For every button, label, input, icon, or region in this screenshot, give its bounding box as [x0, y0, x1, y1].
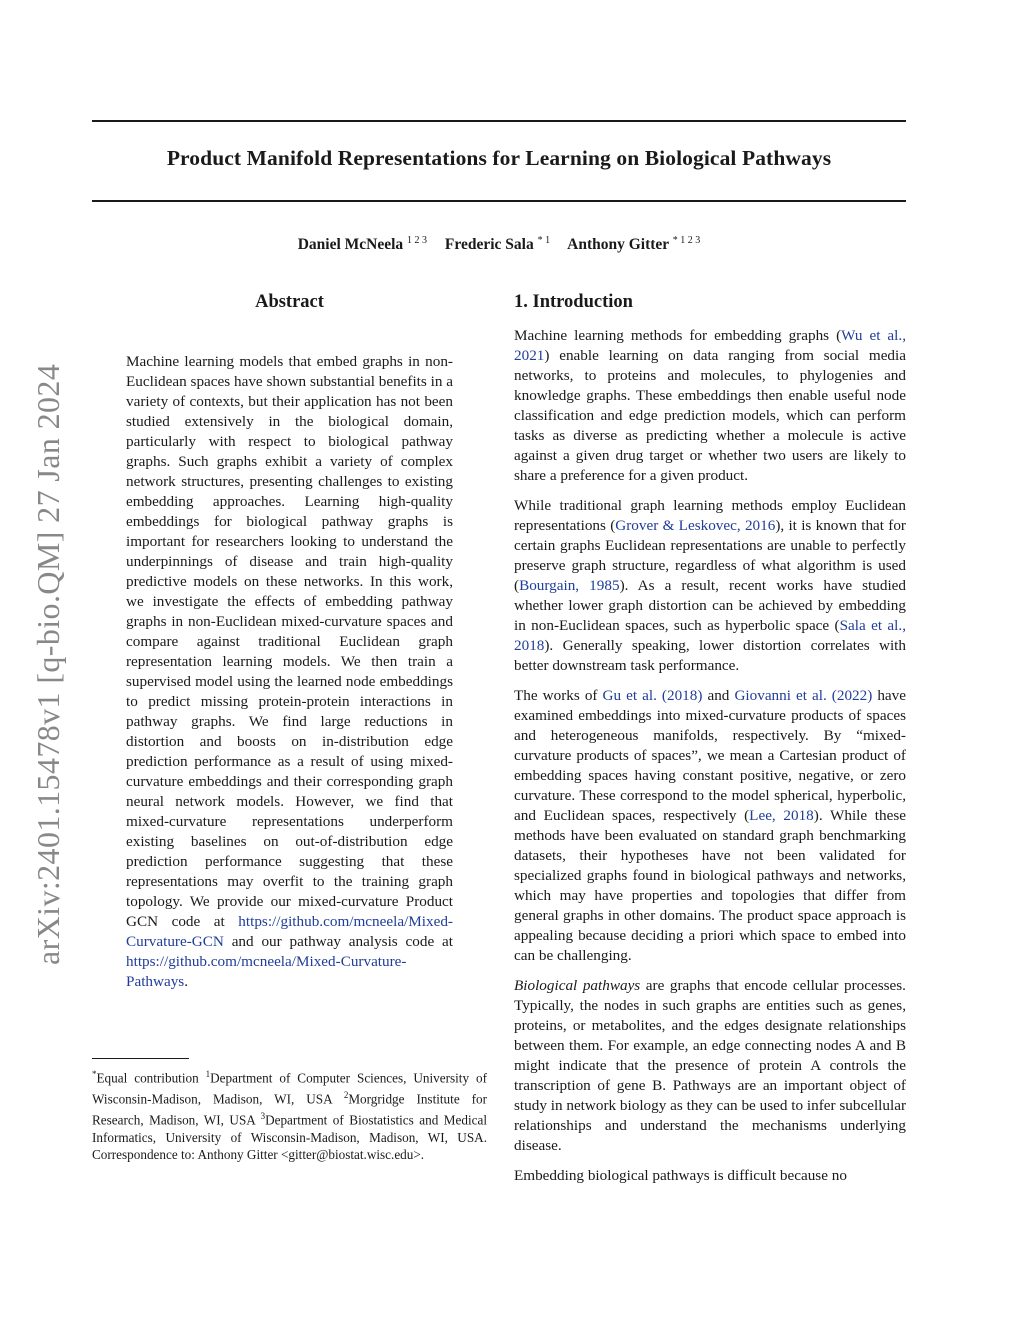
footnote-text: Department of Biostatistics and Medical Informatics, University of Wisconsin-Madison, Madison, WI, USA. Correspondence to: Anthony Gitter <gitter@biostat.wisc.edu>.: [92, 1112, 487, 1163]
text-run: ), it is known that for certain graphs Euclidean representations are unable to perfectly preserve graph structure, regardless of what algorithm is used (: [514, 517, 906, 594]
intro-paragraph: [514, 326, 906, 486]
footnote-rule: [92, 1058, 189, 1059]
footnote-mark: 3: [260, 1110, 266, 1121]
footnote-mark: 1: [205, 1069, 211, 1079]
abstract-text: Machine learning models that embed graphs in non-Euclidean spaces have shown substantial benefits in a variety of contexts, but their application has not been studied extensively in the biological domain, particularly with respect to biological pathway graphs. Such graphs exhibit a variety of complex network structures, presenting challenges to existing embedding approaches. Learning high-quality embeddings for biological pathway graphs is important for researchers looking to understand the underpinnings of disease and train high-quality predictive models on these networks. In this work, we investigate the effects of embedding pathway graphs in non-Euclidean mixed-curvature spaces and compare against traditional Euclidean graph representation learning models. We then train a supervised model using the learned node embeddings to predict missing protein-protein interactions in pathway graphs. We find large reductions in distortion and boosts on in-distribution edge prediction performance as a result of using mixed-curvature embeddings and their corresponding graph neural network models. However, we find that mixed-curvature representations underperform existing baselines on out-of-distribution edge prediction performance suggesting that these representations may overfit to the training graph topology. We provide our mixed-curvature Product GCN code at: [126, 353, 453, 930]
arxiv-identifier: arXiv:2401.15478v1 [q-bio.QM] 27 Jan 2024: [30, 363, 66, 965]
author-name: Daniel McNeela: [297, 236, 404, 254]
abstract-end: .: [184, 973, 189, 990]
intro-body: [514, 326, 906, 1196]
footnote-text: Department of Computer Sciences, University of Wisconsin-Madison, Madison, WI, USA: [92, 1070, 487, 1107]
text-run: While traditional graph learning methods employ Euclidean representations (: [514, 497, 906, 534]
text-run: and: [702, 687, 735, 704]
author-affil: * 1 2 3: [672, 235, 701, 246]
code-link-gcn[interactable]: https://github.com/mcneela/Mixed-Curvature-GCN: [126, 913, 453, 950]
citation-link[interactable]: Bourgain, 1985: [519, 577, 620, 594]
title-top-rule: [92, 120, 906, 122]
text-run: ). While these methods have been evaluated on standard graph benchmarking datasets, their hypotheses have not been validated for specialized graphs found in biological pathways and networks, which may have properties and topologies that differ from general graphs in other domains. The product space approach is appealing because deciding a priori which space to embed into can be challenging.: [514, 807, 907, 964]
text-run: have examined embeddings into mixed-curvature products of spaces and heterogeneous manifolds, respectively. By “mixed-curvature products of spaces”, we mean a Cartesian product of embedding spaces having constant positive, negative, or zero curvature. These correspond to the model spherical, hyperbolic, and Euclidean spaces, respectively (: [514, 687, 907, 824]
citation-link[interactable]: Grover & Leskovec, 2016: [615, 517, 776, 534]
abstract-text-mid: and our pathway analysis code at: [231, 933, 453, 950]
text-run: ) enable learning on data ranging from social media networks, to proteins and molecules, to phylogenies and knowledge graphs. These embeddings then enable useful node classification and edge prediction models, which can perform tasks as diverse as predicting whether a molecule is active against a given drug target or whether two users are likely to share a preference for a given product.: [514, 347, 906, 484]
author-list: [92, 235, 906, 254]
footnote-text: Equal contribution: [96, 1070, 206, 1086]
text-run: The works of: [514, 687, 603, 704]
intro-heading: 1. Introduction: [514, 292, 633, 312]
intro-paragraph: [514, 686, 906, 966]
footnote-text: Morgridge Institute for Research, Madison, WI, USA: [92, 1091, 487, 1128]
citation-link[interactable]: Giovanni et al. (2022): [734, 687, 873, 704]
citation-link[interactable]: Sala et al., 2018: [514, 617, 906, 654]
intro-paragraph: [514, 976, 906, 1156]
abstract-body: [126, 352, 453, 992]
emphasis-term: Biological pathways: [514, 977, 641, 994]
footnote: [92, 1066, 487, 1164]
text-run: are graphs that encode cellular processes. Typically, the nodes in such graphs are entities such as genes, proteins, or metabolites, and the edges designate relationships between them. For example, an edge connecting nodes A and B might indicate that the presence of protein A controls the transcription of gene B. Pathways are an important object of study in network biology as they can be used to infer subcellular relationships and understand the mechanisms underlying disease.: [514, 977, 906, 1154]
author-name: Anthony Gitter: [567, 236, 669, 254]
footnote-mark: 2: [343, 1089, 349, 1100]
citation-link[interactable]: Wu et al.,: [841, 327, 906, 344]
citation-link[interactable]: 2021: [514, 347, 545, 364]
footnote-mark: *: [92, 1069, 97, 1079]
title-bottom-rule: [92, 200, 906, 202]
citation-link[interactable]: Gu et al. (2018): [602, 687, 703, 704]
intro-paragraph: [514, 496, 906, 676]
author-affil: * 1: [537, 235, 551, 246]
intro-paragraph: Embedding biological pathways is difficult because no: [514, 1167, 847, 1184]
author-affil: 1 2 3: [407, 235, 428, 246]
text-run: Machine learning methods for embedding graphs (: [514, 327, 842, 344]
paper-title: Product Manifold Representations for Learning on Biological Pathways: [166, 146, 832, 170]
abstract-heading: Abstract: [255, 292, 324, 312]
code-link-pathways[interactable]: https://github.com/mcneela/Mixed-Curvature-Pathways: [126, 953, 407, 990]
text-run: ). Generally speaking, lower distortion correlates with better downstream task performance.: [514, 637, 906, 674]
text-run: ). As a result, recent works have studied whether lower graph distortion can be achieved by embedding in non-Euclidean spaces, such as hyperbolic space (: [514, 577, 907, 634]
citation-link[interactable]: Lee, 2018: [749, 807, 814, 824]
author-name: Frederic Sala: [444, 236, 534, 254]
